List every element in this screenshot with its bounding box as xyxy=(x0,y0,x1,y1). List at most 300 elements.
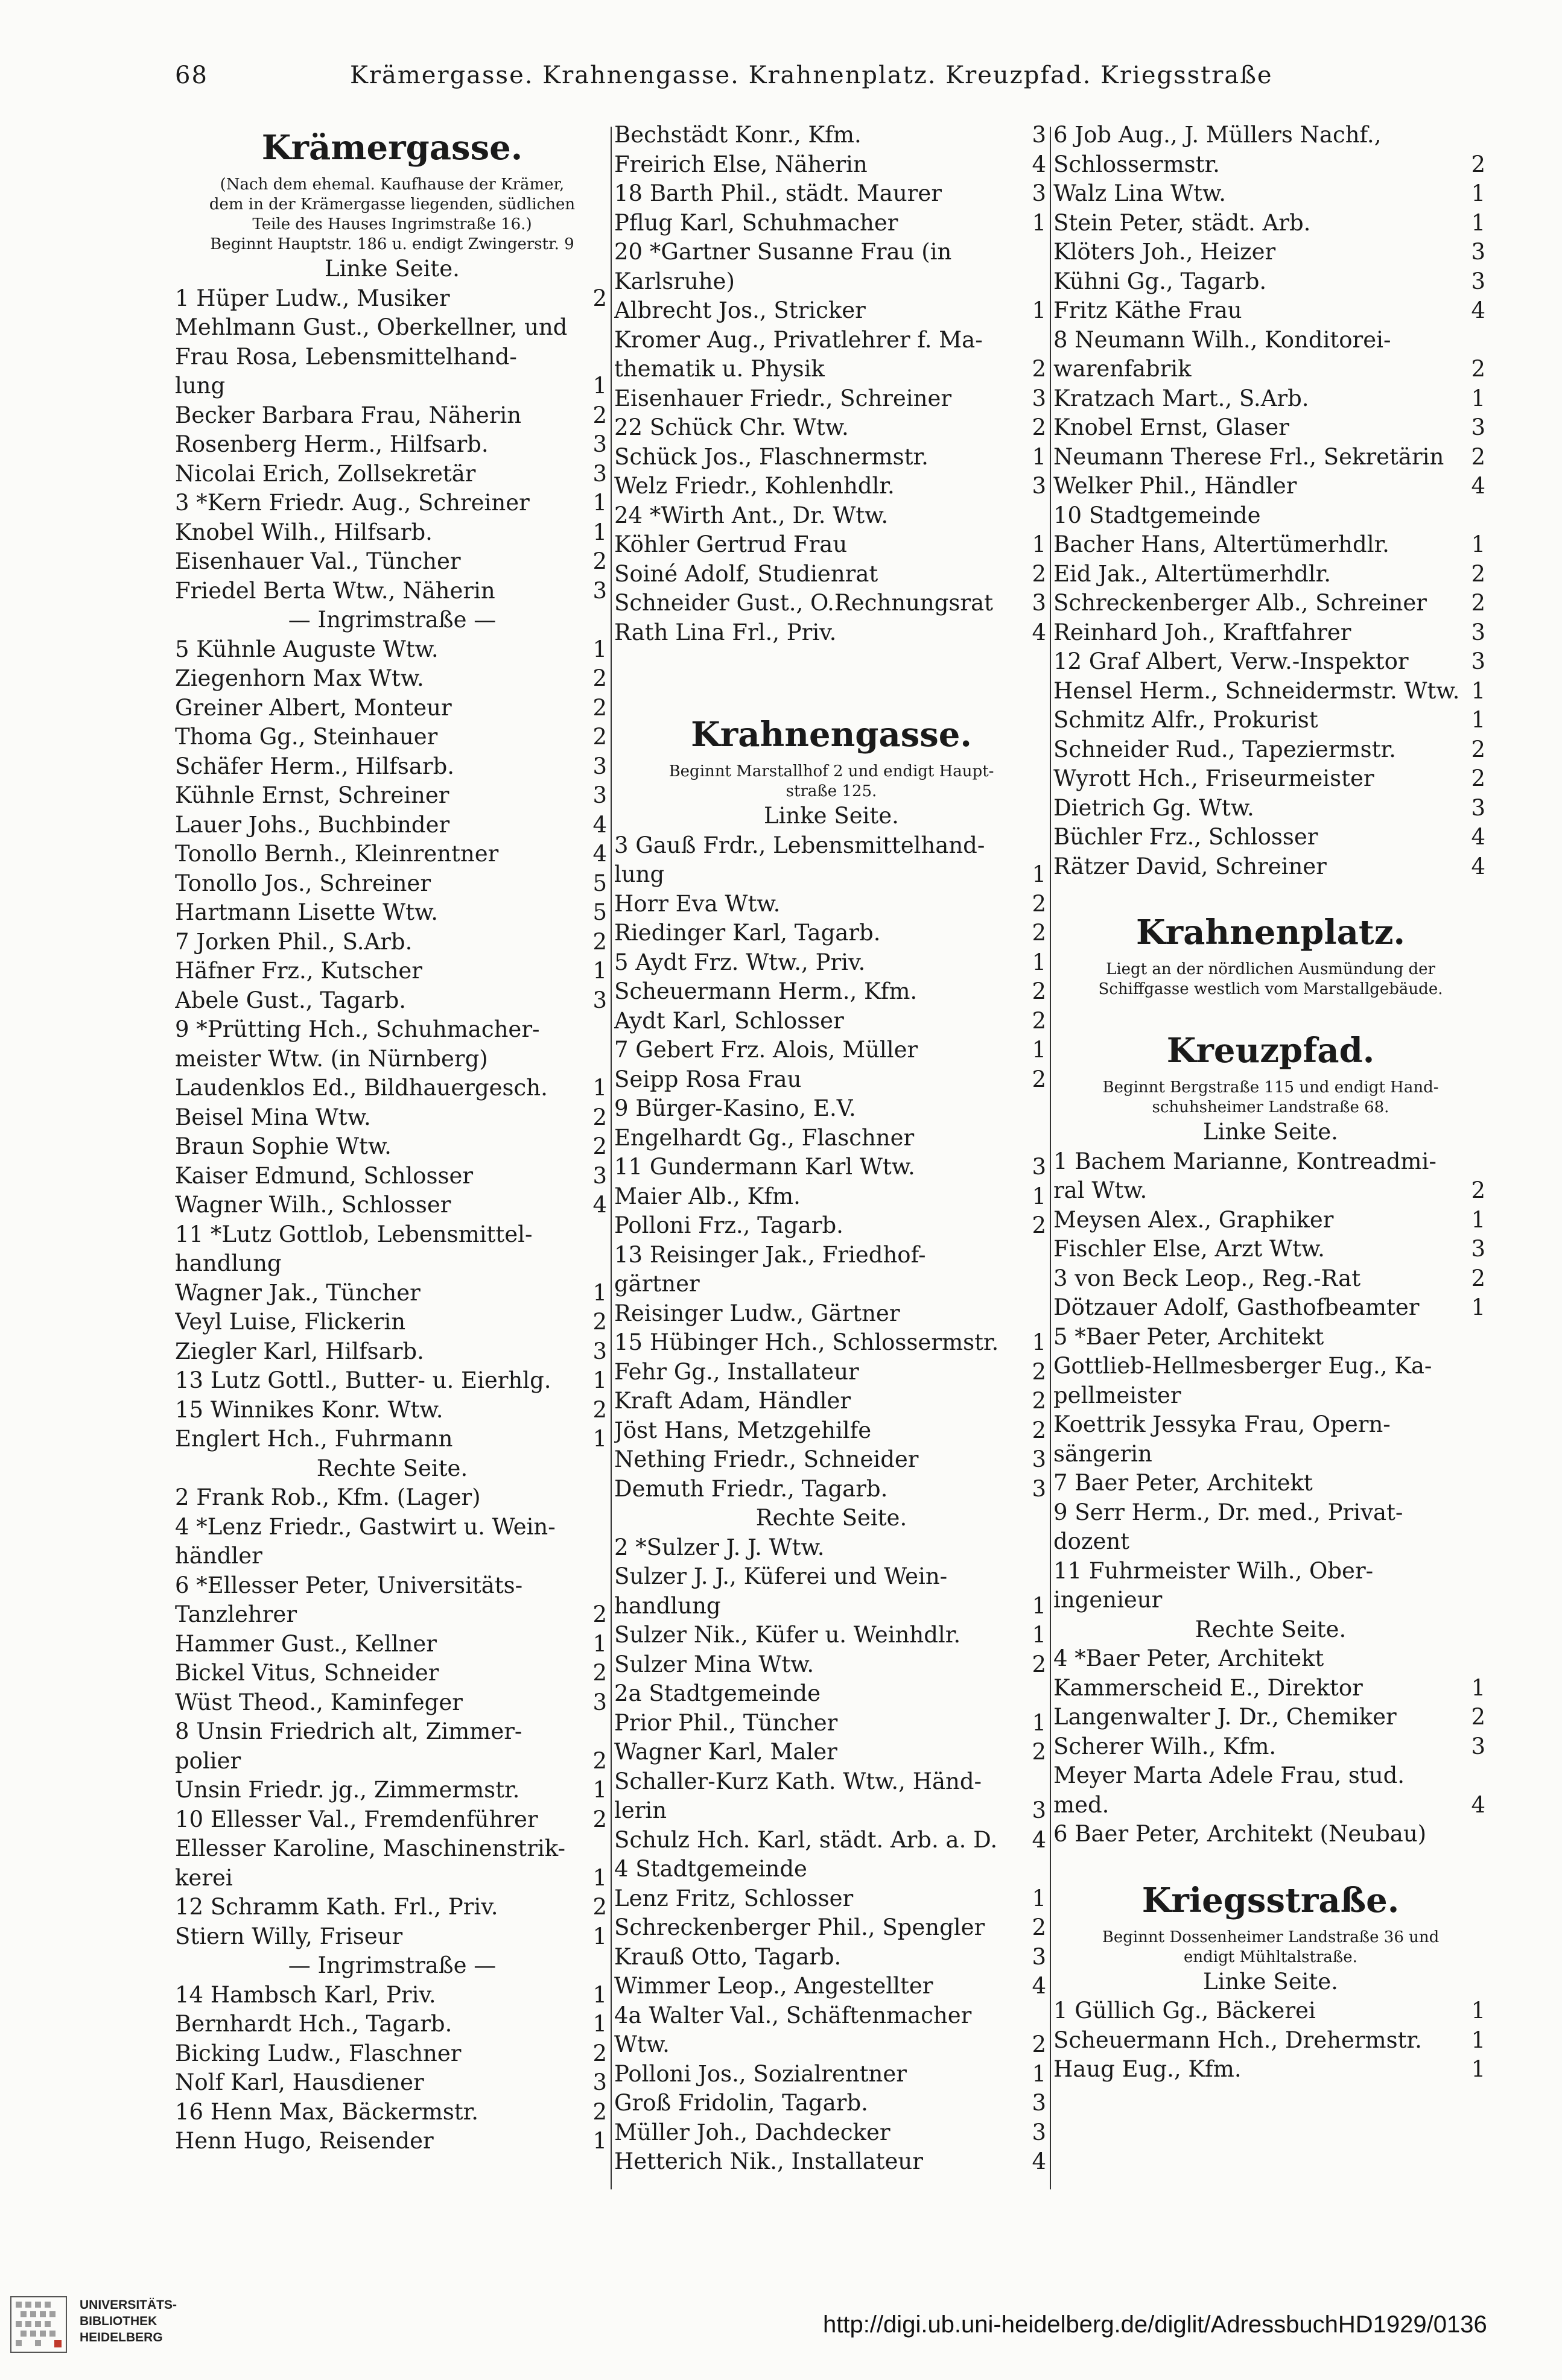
directory-entry xyxy=(175,430,609,460)
directory-entry xyxy=(614,1124,1049,1153)
floor-number: 1 xyxy=(592,519,607,545)
floor-number: 1 xyxy=(592,2128,607,2154)
library-logo-icon xyxy=(7,2293,70,2356)
entry-text: 11 Fuhrmeister Wilh., Ober- xyxy=(1053,1557,1374,1584)
floor-number: 2 xyxy=(1471,1265,1485,1291)
entry-text: Mehlmann Gust., Oberkellner, und xyxy=(175,314,568,340)
entry-text: Albrecht Jos., Stricker xyxy=(614,297,866,323)
directory-entry xyxy=(175,1015,609,1045)
directory-entry xyxy=(175,1513,609,1542)
entry-text: Nicolai Erich, Zollsekretär xyxy=(175,460,476,487)
floor-number: 1 xyxy=(1032,209,1046,236)
directory-entry xyxy=(175,518,609,548)
entry-text: ingenieur xyxy=(1053,1587,1163,1613)
entry-text: Neumann Therese Frl., Sekretärin xyxy=(1053,443,1444,470)
entry-text: Köhler Gertrud Frau xyxy=(614,531,848,557)
directory-entry xyxy=(614,530,1049,560)
section-heading xyxy=(1053,1967,1488,1997)
entry-text: Koettrik Jessyka Frau, Opern- xyxy=(1053,1411,1391,1437)
floor-number: 3 xyxy=(1032,1943,1046,1970)
entry-text: 4 *Lenz Friedr., Gastwirt u. Wein- xyxy=(175,1513,556,1540)
floor-number: 2 xyxy=(1032,2031,1046,2057)
entry-text: Soiné Adolf, Studienrat xyxy=(614,560,878,587)
directory-entry xyxy=(614,443,1049,472)
entry-text: Häfner Frz., Kutscher xyxy=(175,958,422,984)
directory-entry xyxy=(614,150,1049,180)
entry-text: Linke Seite. xyxy=(764,803,899,829)
directory-entry xyxy=(614,1767,1049,1797)
directory-entry xyxy=(1053,179,1488,209)
directory-entry xyxy=(175,694,609,723)
entry-text: Gottlieb-Hellmesberger Eug., Ka- xyxy=(1053,1353,1432,1379)
floor-number: 1 xyxy=(1032,297,1046,323)
floor-number: 3 xyxy=(592,753,607,779)
street-description xyxy=(175,175,609,195)
directory-entry xyxy=(614,1036,1049,1065)
entry-text: 11 *Lutz Gottlob, Lebensmittel- xyxy=(175,1221,533,1247)
entry-text: Demuth Friedr., Tagarb. xyxy=(614,1475,888,1502)
entry-text: Bickel Vitus, Schneider xyxy=(175,1660,439,1686)
entry-text: 13 Reisinger Jak., Friedhof- xyxy=(614,1241,926,1268)
entry-text: 15 Winnikes Konr. Wtw. xyxy=(175,1396,443,1423)
floor-number: 1 xyxy=(592,490,607,516)
directory-entry xyxy=(1053,501,1488,531)
directory-entry xyxy=(1053,647,1488,677)
directory-entry xyxy=(614,948,1049,978)
directory-column-right xyxy=(1053,121,1488,2189)
directory-entry xyxy=(175,1308,609,1337)
floor-number: 1 xyxy=(1471,2056,1485,2082)
directory-entry xyxy=(1053,530,1488,560)
directory-entry xyxy=(614,1796,1049,1826)
page-header xyxy=(175,55,1357,110)
floor-number: 1 xyxy=(1032,1885,1046,1911)
entry-text: Meyer Marta Adele Frau, stud. xyxy=(1053,1762,1405,1788)
directory-entry xyxy=(1053,209,1488,238)
directory-entry xyxy=(175,1074,609,1103)
permalink-url[interactable]: http://digi.ub.uni-heidelberg.de/diglit/AdressbuchHD1929/0136 xyxy=(823,2311,1487,2338)
street-description xyxy=(1053,1948,1488,1967)
directory-entry xyxy=(614,1884,1049,1914)
floor-number: 2 xyxy=(1032,1651,1046,1677)
directory-entry xyxy=(1053,1235,1488,1264)
section-heading xyxy=(614,1504,1049,1533)
floor-number: 3 xyxy=(1471,648,1485,674)
directory-entry xyxy=(175,1483,609,1513)
floor-number: 1 xyxy=(1032,1037,1046,1063)
entry-text: 20 *Gartner Susanne Frau (in xyxy=(614,239,952,265)
entry-text: — Ingrimstraße — xyxy=(288,1952,497,1978)
directory-entry xyxy=(614,326,1049,355)
entry-text: pellmeister xyxy=(1053,1382,1181,1408)
directory-entry xyxy=(614,1007,1049,1036)
entry-text: Laudenklos Ed., Bildhauergesch. xyxy=(175,1075,548,1101)
floor-number: 2 xyxy=(592,1806,607,1832)
column-divider xyxy=(611,127,612,2189)
entry-text: Kühni Gg., Tagarb. xyxy=(1053,268,1267,294)
floor-number: 2 xyxy=(1032,1007,1046,1034)
floor-number: 1 xyxy=(1471,1294,1485,1320)
section-heading xyxy=(175,1454,609,1484)
entry-text: Hetterich Nik., Installateur xyxy=(614,2148,923,2174)
floor-number: 2 xyxy=(592,1660,607,1686)
directory-entry xyxy=(175,869,609,899)
directory-entry xyxy=(1053,355,1488,384)
floor-number: 2 xyxy=(1032,560,1046,587)
directory-entry xyxy=(175,1249,609,1279)
floor-number: 2 xyxy=(1471,151,1485,177)
floor-number: 1 xyxy=(1471,531,1485,557)
directory-entry xyxy=(175,1893,609,1922)
directory-entry xyxy=(175,372,609,401)
directory-entry xyxy=(175,2010,609,2039)
entry-text: Pflug Karl, Schuhmacher xyxy=(614,209,898,236)
directory-entry xyxy=(614,1358,1049,1387)
directory-entry xyxy=(175,1132,609,1162)
directory-entry xyxy=(1053,1206,1488,1235)
directory-entry xyxy=(614,238,1049,267)
directory-entry xyxy=(1053,735,1488,765)
entry-text: 24 *Wirth Ant., Dr. Wtw. xyxy=(614,502,889,528)
entry-text: Kromer Aug., Privatlehrer f. Ma- xyxy=(614,326,983,353)
directory-entry xyxy=(1053,267,1488,297)
directory-entry xyxy=(175,1600,609,1630)
entry-text: Prior Phil., Tüncher xyxy=(614,1709,838,1736)
entry-text: 8 Neumann Wilh., Konditorei- xyxy=(1053,326,1391,353)
entry-text: Kratzach Mart., S.Arb. xyxy=(1053,385,1309,411)
entry-text: Thoma Gg., Steinhauer xyxy=(175,724,438,750)
entry-text: Hensel Herm., Schneidermstr. Wtw. xyxy=(1053,677,1460,704)
entry-text: Ziegenhorn Max Wtw. xyxy=(175,665,424,691)
entry-text: Becker Barbara Frau, Näherin xyxy=(175,402,522,428)
directory-entry xyxy=(1053,1410,1488,1440)
entry-text: Reinhard Joh., Kraftfahrer xyxy=(1053,619,1351,645)
floor-number: 1 xyxy=(592,1923,607,1949)
section-heading xyxy=(175,1951,609,1981)
floor-number: 4 xyxy=(592,1192,607,1218)
directory-entry xyxy=(1053,1703,1488,1732)
floor-number: 3 xyxy=(592,2069,607,2095)
directory-entry xyxy=(614,919,1049,948)
directory-entry xyxy=(1053,1469,1488,1498)
section-heading xyxy=(614,802,1049,831)
floor-number: 3 xyxy=(1471,794,1485,821)
directory-entry xyxy=(614,2001,1049,2031)
entry-text: Kühnle Ernst, Schreiner xyxy=(175,782,449,808)
spacer xyxy=(1053,1849,1488,1873)
directory-entry xyxy=(1053,852,1488,882)
directory-entry xyxy=(175,284,609,314)
floor-number: 2 xyxy=(1032,978,1046,1004)
entry-text: Liegt an der nördlichen Ausmündung der xyxy=(1106,960,1435,978)
floor-number: 2 xyxy=(592,285,607,311)
directory-entry xyxy=(175,1688,609,1718)
directory-entry xyxy=(1053,121,1488,150)
directory-entry xyxy=(175,840,609,869)
floor-number: 3 xyxy=(1032,1446,1046,1472)
directory-entry xyxy=(614,1065,1049,1095)
directory-entry xyxy=(614,1094,1049,1124)
entry-text: 9 Serr Herm., Dr. med., Privat- xyxy=(1053,1499,1403,1525)
street-description xyxy=(614,782,1049,802)
directory-entry xyxy=(175,1630,609,1659)
entry-text: Linke Seite. xyxy=(325,256,460,282)
entry-text: Dötzauer Adolf, Gasthofbeamter xyxy=(1053,1294,1420,1320)
library-name-line: HEIDELBERG xyxy=(80,2331,163,2344)
floor-number: 2 xyxy=(592,1894,607,1920)
entry-text: 13 Lutz Gottl., Butter- u. Eierhlg. xyxy=(175,1367,551,1393)
floor-number: 2 xyxy=(1032,1417,1046,1443)
directory-entry xyxy=(1053,2055,1488,2084)
street-heading xyxy=(1053,905,1488,960)
floor-number: 1 xyxy=(592,636,607,662)
street-description xyxy=(175,235,609,255)
floor-number: 3 xyxy=(592,987,607,1013)
directory-entry xyxy=(614,1211,1049,1241)
entry-text: Eid Jak., Altertümerhdlr. xyxy=(1053,560,1331,587)
entry-text: Müller Joh., Dachdecker xyxy=(614,2119,891,2145)
floor-number: 4 xyxy=(1471,473,1485,499)
entry-text: meister Wtw. (in Nürnberg) xyxy=(175,1045,488,1072)
floor-number: 1 xyxy=(1032,2060,1046,2087)
entry-text: Beginnt Marstallhof 2 und endigt Haupt- xyxy=(668,762,994,780)
entry-text: Bechstädt Konr., Kfm. xyxy=(614,122,862,148)
floor-number: 1 xyxy=(592,1075,607,1101)
floor-number: 1 xyxy=(592,373,607,399)
directory-entry xyxy=(614,2147,1049,2177)
directory-entry xyxy=(1053,1440,1488,1469)
directory-entry xyxy=(614,1475,1049,1504)
floor-number: 3 xyxy=(1032,180,1046,206)
entry-text: Rosenberg Herm., Hilfsarb. xyxy=(175,431,489,457)
entry-text: Langenwalter J. Dr., Chemiker xyxy=(1053,1704,1397,1730)
directory-entry xyxy=(614,977,1049,1007)
floor-number: 2 xyxy=(592,1133,607,1159)
directory-entry xyxy=(614,1709,1049,1738)
section-heading xyxy=(1053,1118,1488,1147)
entry-text: Klöters Joh., Heizer xyxy=(1053,239,1276,265)
street-heading xyxy=(175,121,609,175)
directory-entry xyxy=(1053,1557,1488,1586)
directory-entry xyxy=(175,635,609,665)
entry-text: Knobel Wilh., Hilfsarb. xyxy=(175,519,433,545)
directory-entry xyxy=(614,384,1049,414)
floor-number: 1 xyxy=(1471,677,1485,704)
floor-number: 2 xyxy=(592,1747,607,1774)
directory-entry xyxy=(175,1981,609,2010)
directory-entry xyxy=(614,2030,1049,2060)
directory-entry xyxy=(614,1972,1049,2001)
entry-text: Rechte Seite. xyxy=(1195,1616,1347,1642)
entry-text: 2a Stadtgemeinde xyxy=(614,1680,821,1706)
entry-text: Schäfer Herm., Hilfsarb. xyxy=(175,753,455,779)
floor-number: 2 xyxy=(1032,414,1046,440)
directory-entry xyxy=(175,957,609,986)
directory-entry xyxy=(1053,1323,1488,1352)
floor-number: 3 xyxy=(592,577,607,604)
floor-number: 2 xyxy=(1032,1388,1046,1414)
directory-entry xyxy=(614,1387,1049,1416)
directory-entry xyxy=(175,1922,609,1952)
directory-entry xyxy=(1053,1147,1488,1177)
floor-number: 1 xyxy=(592,2011,607,2037)
entry-text: Büchler Frz., Schlosser xyxy=(1053,824,1318,850)
directory-column-left xyxy=(175,121,609,2189)
directory-entry xyxy=(175,986,609,1016)
entry-text: Fischler Else, Arzt Wtw. xyxy=(1053,1236,1325,1262)
entry-text: Fehr Gg., Installateur xyxy=(614,1358,859,1385)
directory-entry xyxy=(175,1162,609,1191)
floor-number: 1 xyxy=(592,1630,607,1657)
library-logo[interactable] xyxy=(7,2288,188,2355)
floor-number: 2 xyxy=(592,1309,607,1335)
entry-text: Aydt Karl, Schlosser xyxy=(614,1007,844,1034)
floor-number: 4 xyxy=(1032,619,1046,645)
entry-text: Beginnt Bergstraße 115 und endigt Hand- xyxy=(1102,1078,1439,1097)
floor-number: 2 xyxy=(1471,736,1485,762)
directory-entry xyxy=(1053,823,1488,852)
entry-text: 4 Stadtgemeinde xyxy=(614,1856,807,1882)
street-heading xyxy=(1053,1873,1488,1928)
floor-number: 3 xyxy=(1032,1154,1046,1180)
entry-text: Krahnenplatz. xyxy=(1135,913,1406,952)
directory-entry xyxy=(614,413,1049,443)
floor-number: 1 xyxy=(592,1426,607,1452)
directory-entry xyxy=(614,860,1049,890)
directory-entry xyxy=(1053,1791,1488,1820)
directory-entry xyxy=(175,1542,609,1571)
entry-text: dem in der Krämergasse liegenden, südlichen xyxy=(209,195,576,214)
floor-number: 5 xyxy=(592,870,607,896)
directory-entry xyxy=(175,1805,609,1835)
entry-text: Sulzer Mina Wtw. xyxy=(614,1651,814,1677)
directory-entry xyxy=(175,577,609,606)
entry-text: lerin xyxy=(614,1797,667,1823)
entry-text: Tonollo Bernh., Kleinrentner xyxy=(175,841,499,867)
entry-text: Meysen Alex., Graphiker xyxy=(1053,1206,1334,1233)
entry-text: Polloni Jos., Sozialrentner xyxy=(614,2060,907,2087)
directory-entry xyxy=(175,343,609,372)
directory-entry xyxy=(614,1445,1049,1475)
entry-text: 16 Henn Max, Bäckermstr. xyxy=(175,2098,479,2125)
directory-entry xyxy=(175,1366,609,1396)
floor-number: 4 xyxy=(1471,297,1485,323)
entry-text: Rechte Seite. xyxy=(755,1505,907,1531)
street-description xyxy=(614,762,1049,782)
entry-text: Maier Alb., Kfm. xyxy=(614,1183,801,1209)
directory-entry xyxy=(175,1776,609,1805)
spacer xyxy=(1053,999,1488,1024)
directory-entry xyxy=(614,831,1049,861)
entry-text: Schiffgasse westlich vom Marstallgebäude. xyxy=(1098,980,1443,998)
directory-entry xyxy=(175,2068,609,2098)
directory-entry xyxy=(1053,1586,1488,1615)
floor-number: 2 xyxy=(592,1601,607,1627)
floor-number: 3 xyxy=(1471,239,1485,265)
directory-entry xyxy=(1053,794,1488,823)
floor-number: 3 xyxy=(1471,268,1485,294)
floor-number: 5 xyxy=(592,899,607,925)
directory-entry xyxy=(1053,706,1488,735)
floor-number: 1 xyxy=(592,1777,607,1803)
street-description xyxy=(175,215,609,235)
entry-text: Rath Lina Frl., Priv. xyxy=(614,619,837,645)
directory-entry xyxy=(175,811,609,840)
street-description xyxy=(1053,1098,1488,1118)
directory-entry xyxy=(614,1328,1049,1358)
entry-text: Hammer Gust., Kellner xyxy=(175,1630,437,1657)
street-heading xyxy=(614,707,1049,762)
directory-entry xyxy=(614,209,1049,238)
entry-text: endigt Mühltalstraße. xyxy=(1184,1948,1357,1966)
directory-entry xyxy=(1053,1176,1488,1206)
entry-text: Knobel Ernst, Glaser xyxy=(1053,414,1289,440)
floor-number: 2 xyxy=(592,2098,607,2125)
directory-entry xyxy=(614,1826,1049,1855)
entry-text: 12 Schramm Kath. Frl., Priv. xyxy=(175,1894,498,1920)
entry-text: Beisel Mina Wtw. xyxy=(175,1104,371,1130)
street-description xyxy=(1053,980,1488,999)
spacer xyxy=(614,647,1049,707)
directory-entry xyxy=(175,928,609,957)
directory-entry xyxy=(1053,1820,1488,1849)
street-heading xyxy=(1053,1024,1488,1078)
directory-entry xyxy=(614,1855,1049,1884)
directory-entry xyxy=(614,1738,1049,1767)
floor-number: 1 xyxy=(1032,1709,1046,1736)
entry-text: straße 125. xyxy=(786,782,877,800)
entry-text: 9 Bürger-Kasino, E.V. xyxy=(614,1095,856,1121)
entry-text: 3 von Beck Leop., Reg.-Rat xyxy=(1053,1265,1361,1291)
floor-number: 2 xyxy=(1471,1704,1485,1730)
entry-text: 11 Gundermann Karl Wtw. xyxy=(614,1154,915,1180)
floor-number: 1 xyxy=(1032,1592,1046,1619)
column-divider xyxy=(1050,127,1051,2189)
floor-number: 3 xyxy=(1471,619,1485,645)
entry-text: 6 Job Aug., J. Müllers Nachf., xyxy=(1053,122,1382,148)
entry-text: 1 Bachem Marianne, Kontreadmi- xyxy=(1053,1148,1437,1174)
directory-entry xyxy=(1053,560,1488,589)
directory-entry xyxy=(1053,1761,1488,1791)
directory-entry xyxy=(614,355,1049,384)
entry-text: 5 Aydt Frz. Wtw., Priv. xyxy=(614,949,866,975)
directory-entry xyxy=(614,1416,1049,1446)
directory-entry xyxy=(614,890,1049,919)
street-description xyxy=(1053,1928,1488,1948)
directory-entry xyxy=(175,1337,609,1367)
entry-text: Krämergasse. xyxy=(261,128,523,168)
entry-text: Horr Eva Wtw. xyxy=(614,890,781,917)
floor-number: 1 xyxy=(1471,1674,1485,1701)
directory-entry xyxy=(614,1679,1049,1709)
entry-text: Riedinger Karl, Tagarb. xyxy=(614,920,881,946)
entry-text: 3 Gauß Frdr., Lebensmittelhand- xyxy=(614,832,985,858)
directory-entry xyxy=(175,1659,609,1688)
entry-text: Unsin Friedr. jg., Zimmermstr. xyxy=(175,1777,520,1803)
entry-text: Rätzer David, Schreiner xyxy=(1053,853,1327,879)
directory-entry xyxy=(1053,589,1488,618)
library-name-line: BIBLIOTHEK xyxy=(80,2314,157,2328)
directory-entry xyxy=(175,1747,609,1776)
entry-text: 15 Hübinger Hch., Schlossermstr. xyxy=(614,1329,999,1355)
floor-number: 3 xyxy=(1032,473,1046,499)
directory-entry xyxy=(614,501,1049,531)
floor-number: 1 xyxy=(1471,209,1485,236)
entry-text: Kriegsstraße. xyxy=(1141,1880,1400,1920)
floor-number: 1 xyxy=(1032,531,1046,557)
directory-entry xyxy=(175,489,609,518)
entry-text: Lauer Johs., Buchbinder xyxy=(175,811,450,838)
